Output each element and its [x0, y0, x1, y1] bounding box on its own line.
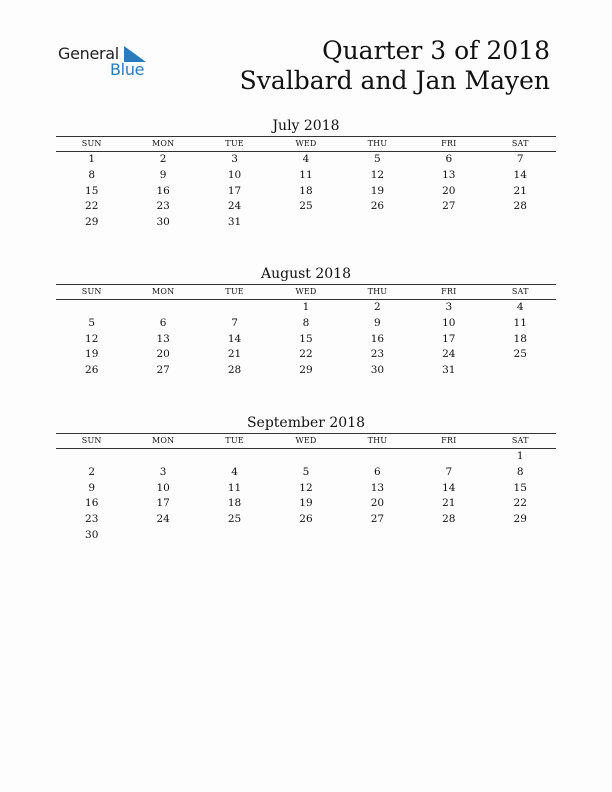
weekday-label: WED: [295, 139, 317, 148]
day-cell: 1: [302, 301, 310, 313]
day-cell: [413, 215, 484, 231]
day-cell: [127, 528, 198, 544]
day-cell: 9: [374, 316, 381, 329]
day-cell: 12: [299, 481, 313, 494]
day-cell: 3: [445, 301, 453, 313]
day-cell: 25: [299, 200, 313, 213]
day-cell: 23: [370, 348, 385, 361]
day-cell: 16: [156, 184, 170, 197]
day-cell: 4: [231, 465, 238, 478]
day-cell: 4: [302, 153, 310, 165]
day-cell: 5: [302, 465, 310, 478]
day-cell: 28: [442, 513, 456, 526]
month-title: September 2018: [246, 415, 366, 431]
weekday-label: THU: [367, 287, 388, 296]
weekday-label: THU: [367, 436, 388, 445]
day-cell: 24: [442, 348, 456, 361]
brand-logo: [58, 44, 158, 84]
day-cell: 24: [227, 200, 242, 213]
day-cell: 16: [370, 332, 385, 345]
day-cell: [56, 300, 127, 316]
day-cell: 15: [299, 332, 313, 345]
day-cell: [342, 449, 413, 465]
day-cell: 8: [302, 316, 310, 329]
month-calendar: [56, 116, 556, 231]
weekday-header: [56, 137, 556, 151]
weekday-label: SAT: [511, 287, 529, 296]
day-cell: 21: [442, 497, 456, 510]
day-cell: [56, 449, 127, 465]
day-cell: 14: [227, 332, 242, 345]
weekday-label: MON: [151, 287, 175, 296]
day-cell: [485, 215, 556, 231]
day-cell: 31: [227, 216, 242, 229]
day-cell: 15: [85, 184, 99, 197]
day-cell: 7: [516, 153, 524, 165]
day-cell: 8: [516, 465, 524, 478]
day-cell: 10: [442, 316, 456, 329]
weekday-label: SUN: [81, 287, 102, 296]
day-cell: 24: [156, 513, 170, 526]
day-cell: 23: [85, 513, 99, 526]
day-cell: 22: [299, 348, 313, 361]
day-cell: 30: [156, 216, 170, 229]
day-cell: 28: [513, 200, 527, 213]
day-cell: [342, 215, 413, 231]
weekday-label: MON: [151, 436, 175, 445]
weekday-label: TUE: [225, 139, 244, 148]
day-cell: 16: [85, 497, 99, 510]
day-cell: 8: [88, 168, 96, 181]
day-cell: 10: [156, 481, 170, 494]
day-cell: 6: [445, 153, 453, 165]
day-cell: 6: [159, 316, 167, 329]
day-cell: 27: [442, 200, 456, 213]
weekday-label: THU: [367, 139, 388, 148]
day-cell: 5: [88, 316, 96, 329]
day-cell: 13: [156, 332, 170, 345]
day-cell: 4: [516, 301, 524, 313]
day-cell: [270, 528, 341, 544]
month-calendar: [56, 413, 556, 544]
day-cell: 31: [442, 364, 456, 377]
day-cell: 3: [231, 153, 238, 165]
weekday-label: SUN: [81, 436, 102, 445]
day-cell: 18: [513, 332, 527, 345]
weekday-label: SAT: [511, 139, 529, 148]
day-cell: 2: [88, 465, 96, 478]
day-cell: [127, 449, 198, 465]
weekday-label: SUN: [81, 139, 102, 148]
day-cell: 9: [88, 481, 96, 494]
day-cell: 30: [85, 528, 99, 541]
day-cell: 21: [513, 184, 527, 197]
day-cell: 12: [85, 332, 99, 345]
day-cell: 27: [370, 513, 385, 526]
day-cell: 19: [85, 348, 99, 361]
day-grid: [56, 449, 556, 544]
day-cell: [485, 528, 556, 544]
day-cell: 21: [227, 348, 242, 361]
month-title: July 2018: [272, 118, 340, 134]
day-cell: 29: [513, 513, 527, 526]
page-title: [240, 36, 550, 96]
weekday-label: MON: [151, 139, 175, 148]
weekday-label: TUE: [225, 436, 244, 445]
weekday-label: FRI: [441, 436, 457, 445]
day-cell: [199, 300, 270, 316]
weekday-label: SAT: [511, 436, 529, 445]
title-region: Svalbard and Jan Mayen: [239, 66, 550, 95]
weekday-label: TUE: [225, 287, 244, 296]
day-cell: 29: [299, 364, 313, 377]
weekday-label: FRI: [441, 139, 457, 148]
day-cell: 20: [370, 497, 385, 510]
day-cell: [413, 528, 484, 544]
title-quarter: Quarter 3 of 2018: [322, 36, 550, 65]
day-cell: 2: [159, 153, 167, 165]
day-cell: 26: [370, 200, 385, 213]
day-cell: 17: [442, 332, 456, 345]
day-cell: 28: [227, 364, 242, 377]
weekday-label: WED: [295, 287, 317, 296]
day-cell: 1: [88, 153, 96, 165]
day-cell: 14: [513, 168, 527, 181]
day-cell: 23: [156, 200, 170, 213]
day-cell: [342, 528, 413, 544]
day-cell: 10: [227, 168, 242, 181]
day-cell: 25: [513, 348, 527, 361]
day-cell: 11: [227, 481, 242, 494]
day-cell: 15: [513, 481, 527, 494]
day-cell: 20: [156, 348, 170, 361]
day-cell: 25: [227, 513, 242, 526]
day-cell: 19: [370, 184, 385, 197]
day-cell: 18: [299, 184, 313, 197]
day-cell: 20: [442, 184, 456, 197]
day-cell: 22: [85, 200, 99, 213]
day-cell: 17: [156, 497, 170, 510]
day-cell: 2: [374, 301, 381, 313]
day-cell: [199, 449, 270, 465]
day-cell: [270, 449, 341, 465]
day-cell: 22: [513, 497, 527, 510]
day-cell: 17: [227, 184, 242, 197]
weekday-label: WED: [295, 436, 317, 445]
weekday-header: [56, 285, 556, 299]
day-cell: 7: [231, 316, 238, 329]
day-cell: 6: [374, 465, 381, 478]
day-cell: 11: [299, 168, 313, 181]
day-cell: 1: [516, 450, 524, 462]
day-cell: 27: [156, 364, 170, 377]
day-cell: 11: [513, 316, 527, 329]
day-grid: [56, 300, 556, 379]
day-cell: 13: [370, 481, 385, 494]
logo-word-blue: Blue: [110, 60, 145, 79]
day-cell: 29: [85, 216, 99, 229]
day-cell: 19: [299, 497, 313, 510]
month-title: August 2018: [261, 266, 351, 282]
day-cell: [127, 300, 198, 316]
day-cell: 14: [442, 481, 456, 494]
logo-word-general: General: [58, 44, 119, 63]
day-cell: 5: [374, 153, 381, 165]
day-grid: [56, 152, 556, 231]
weekday-label: FRI: [441, 287, 457, 296]
day-cell: [413, 449, 484, 465]
day-cell: [199, 528, 270, 544]
day-cell: 26: [299, 513, 313, 526]
day-cell: 18: [227, 497, 242, 510]
day-cell: [270, 215, 341, 231]
day-cell: 13: [442, 168, 456, 181]
day-cell: 30: [370, 364, 385, 377]
month-calendar: [56, 264, 556, 379]
weekday-header: [56, 434, 556, 448]
day-cell: 26: [85, 364, 99, 377]
day-cell: [485, 363, 556, 379]
day-cell: 3: [159, 465, 167, 478]
day-cell: 7: [445, 465, 453, 478]
day-cell: 9: [159, 168, 167, 181]
day-cell: 12: [370, 168, 385, 181]
